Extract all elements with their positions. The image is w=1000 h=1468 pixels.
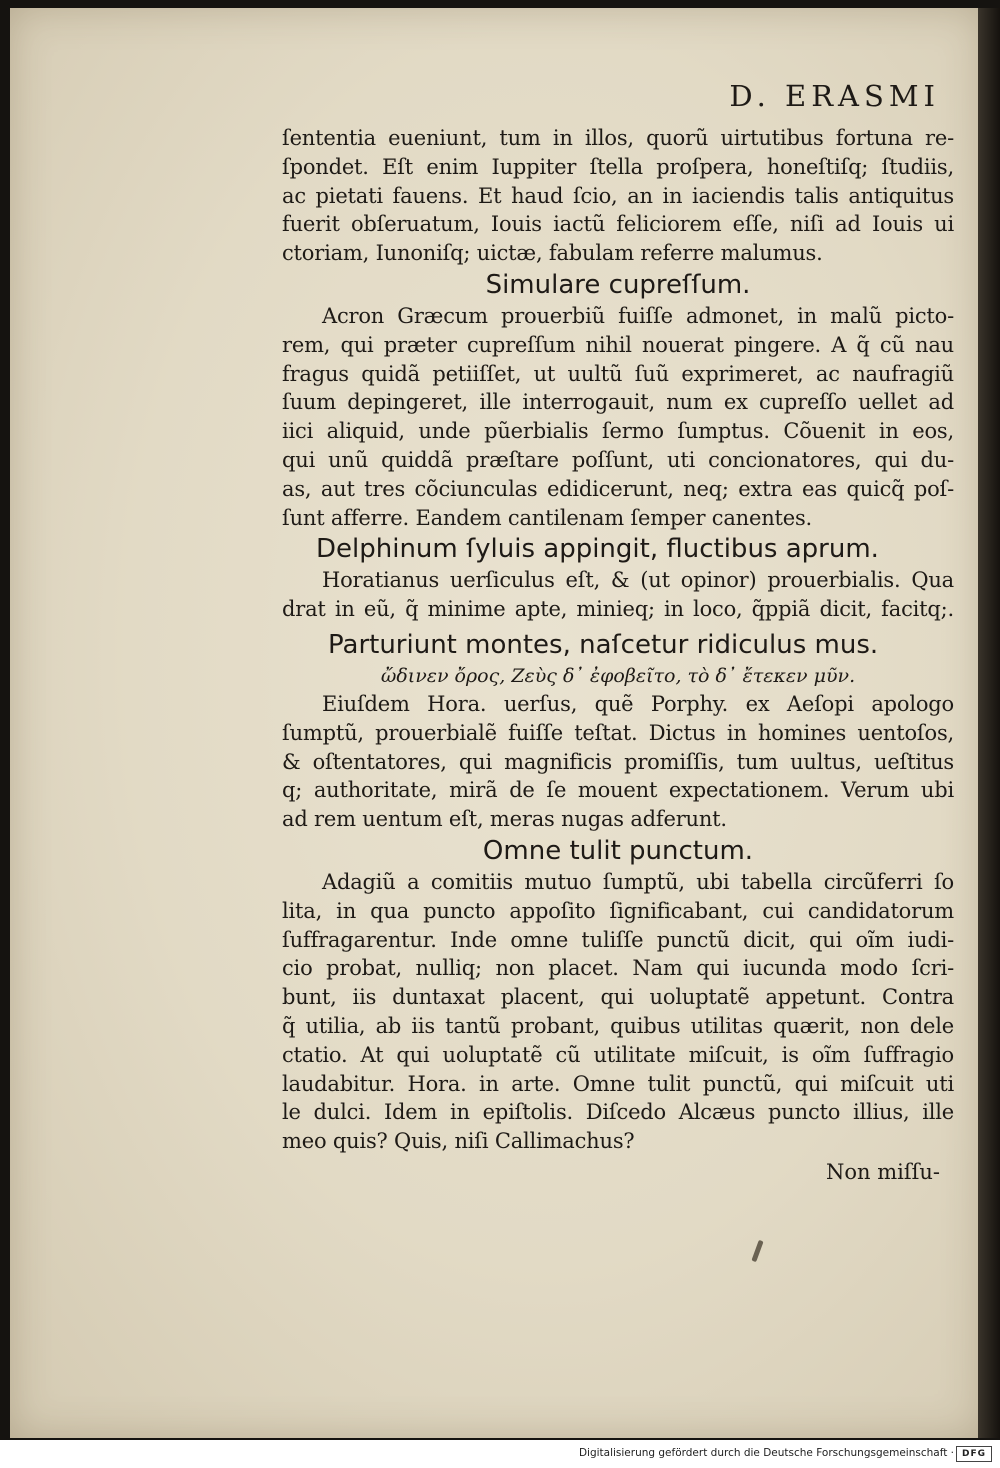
text-line: ſunt afferre. Eandem cantilenam ſemper canentes. xyxy=(282,505,813,530)
footer-bar xyxy=(0,1440,1000,1468)
section-heading: Parturiunt montes, naſcetur ridiculus mus. xyxy=(328,629,879,660)
section-heading: Delphinum ſyluis appingit, fluctibus aprum. xyxy=(316,534,879,565)
section-heading: Omne tulit punctum. xyxy=(482,835,754,866)
catchword: Non miſſu- xyxy=(825,1159,940,1184)
text-line: q; authoritate, mirã de ſe mouent expectationem. Verum ubi xyxy=(282,778,954,803)
text-line: ſumptũ, prouerbialẽ fuiſſe teſtat. Dictus in homines uentoſos, xyxy=(282,720,954,745)
text-line: fuerit obſeruatum, Iouis iactũ feliciorem eſſe, niſi ad Iouis ui xyxy=(282,212,954,237)
text-line: ſuum depingeret, ille interrogauit, num ex cupreſſo uellet ad xyxy=(282,390,954,415)
text-line: laudabitur. Hora. in arte. Omne tulit punctũ, qui miſcuit uti xyxy=(282,1071,954,1096)
text-line: ac pietati fauens. Et haud ſcio, an in iaciendis talis antiquitus xyxy=(282,183,954,208)
dfg-logo: DFG xyxy=(956,1446,992,1462)
section-heading: Simulare cupreſſum. xyxy=(485,269,751,300)
text-line: cio probat, nulliq; non placet. Nam qui iucunda modo ſcri- xyxy=(282,956,954,981)
running-head: D. ERASMI xyxy=(729,79,940,113)
text-line: bunt, iis duntaxat placent, qui uoluptatẽ appetunt. Contra xyxy=(282,985,954,1010)
text-line: meo quis? Quis, niſi Callimachus? xyxy=(282,1129,635,1154)
text-block xyxy=(282,78,954,1184)
text-line: ctatio. At qui uoluptatẽ cũ utilitate miſcuit, is oĩm ſuffragio xyxy=(282,1042,954,1067)
text-line: q̃ utilia, ab iis tantũ probant, quibus utilitas quærit, non dele xyxy=(282,1013,954,1038)
text-line: & oſtentatores, qui magnificis promiſſis, tum uultus, ueſtitus xyxy=(282,749,954,774)
text-line: ad rem uentum eſt, meras nugas adferunt. xyxy=(282,807,727,832)
footer-credit: Digitalisierung gefördert durch die Deutsche Forschungsgemeinschaft · xyxy=(578,1447,954,1459)
text-line: drat in eũ, q̃ minime apte, minieq; in loco, q̃ppiã dicit, facitq;. xyxy=(282,597,954,622)
text-line: as, aut tres cõciunculas edidicerunt, neq; extra eas quicq̃ poſ- xyxy=(282,476,954,501)
page-gutter xyxy=(978,8,1000,1438)
text-line: le dulci. Idem in epiſtolis. Diſcedo Alcæus puncto illius, ille xyxy=(282,1100,954,1125)
text-line: iici aliquid, unde pũerbialis ſermo ſumptus. Cõuenit in eos, xyxy=(282,419,954,444)
text-line: Horatianus uerſiculus eſt, & (ut opinor) prouerbialis. Qua xyxy=(322,568,954,593)
text-line: ſuffragarentur. Inde omne tuliſſe punctũ dicit, qui oĩm iudi- xyxy=(282,927,954,952)
text-line: ctoriam, Iunoniſq; uictæ, fabulam referre malumus. xyxy=(282,241,823,266)
text-line: ſpondet. Eſt enim Iuppiter ſtella proſpera, honeſtiſq; ſtudiis, xyxy=(282,154,954,179)
text-line: fragus quidã petiiſſet, ut uultũ ſuũ exprimeret, ac naufragiũ xyxy=(282,361,954,386)
text-line: qui unũ quiddã præſtare poſſunt, uti concionatores, qui du- xyxy=(282,447,954,472)
greek-verse: ὤδινεν ὄρος, Ζεὺς δ᾽ ἐφοβεῖτο, τὸ δ᾽ ἔτεκεν μῦν. xyxy=(380,664,856,687)
text-line: Acron Græcum prouerbiũ fuiſſe admonet, in malũ picto- xyxy=(322,303,954,328)
text-line: Adagiũ a comitiis mutuo ſumptũ, ubi tabella circũferri ſo xyxy=(322,869,954,894)
text-line: lita, in qua puncto appoſito ſignificabant, cui candidatorum xyxy=(282,898,954,923)
text-line: Eiuſdem Hora. uerſus, quẽ Porphy. ex Aeſopi apologo xyxy=(322,691,954,716)
text-line: ſententia eueniunt, tum in illos, quorũ uirtutibus fortuna re- xyxy=(282,126,954,150)
text-line: rem, qui præter cupreſſum nihil nouerat pingere. A q̃ cũ nau xyxy=(282,332,954,357)
